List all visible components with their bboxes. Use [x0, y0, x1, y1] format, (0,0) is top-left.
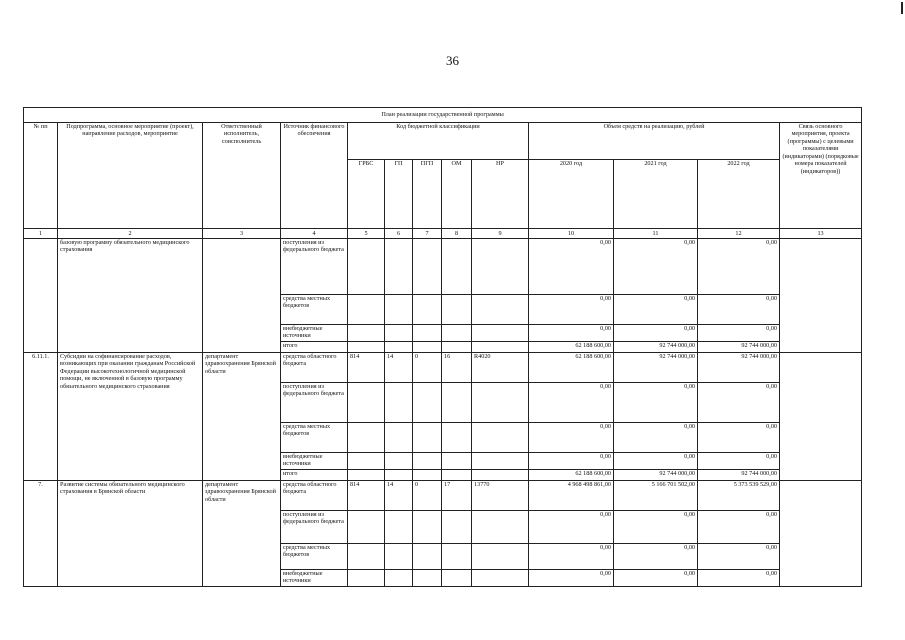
- amount-2020-cell: 62 188 600,00: [529, 353, 614, 383]
- om-cell: [442, 383, 472, 423]
- amount-2021-cell: 0,00: [614, 325, 698, 342]
- pgp-cell: [413, 544, 442, 570]
- row-number-cell: [24, 239, 58, 353]
- amount-2021-cell: 0,00: [614, 383, 698, 423]
- pgp-cell: [413, 511, 442, 544]
- table-row: [24, 239, 862, 295]
- column-number-cell: 9: [472, 229, 529, 239]
- amount-2020-cell: 0,00: [529, 570, 614, 587]
- grbs-cell: [348, 453, 385, 470]
- amount-2022-cell: 0,00: [698, 239, 780, 295]
- nr-cell: [472, 570, 529, 587]
- column-number-cell: 5: [348, 229, 385, 239]
- amount-2022-cell: 0,00: [698, 423, 780, 453]
- header-2020: 2020 год: [529, 160, 614, 229]
- gp-cell: [385, 325, 413, 342]
- grbs-cell: [348, 325, 385, 342]
- gp-cell: [385, 342, 413, 353]
- pgp-cell: 0: [413, 353, 442, 383]
- amount-2020-cell: 62 188 600,00: [529, 470, 614, 481]
- source-cell: внебюджетные источники: [281, 453, 348, 470]
- nr-cell: [472, 239, 529, 295]
- source-cell: средства местных бюджетов: [281, 295, 348, 325]
- indicator-link-cell: [780, 239, 862, 353]
- amount-2020-cell: 4 968 498 861,00: [529, 481, 614, 511]
- source-cell: внебюджетные источники: [281, 570, 348, 587]
- amount-2021-cell: 0,00: [614, 570, 698, 587]
- amount-2022-cell: 0,00: [698, 325, 780, 342]
- column-number-cell: 1: [24, 229, 58, 239]
- pgp-cell: [413, 423, 442, 453]
- column-number-cell: 6: [385, 229, 413, 239]
- amount-2021-cell: 92 744 000,00: [614, 342, 698, 353]
- nr-cell: [472, 383, 529, 423]
- amount-2021-cell: 92 744 000,00: [614, 470, 698, 481]
- column-number-cell: 3: [203, 229, 281, 239]
- header-2021: 2021 год: [614, 160, 698, 229]
- source-cell: поступления из федерального бюджета: [281, 239, 348, 295]
- om-cell: [442, 470, 472, 481]
- subprogram-cell: базовую программу обязательного медицинского страхования: [58, 239, 203, 353]
- indicator-link-cell: [780, 481, 862, 587]
- column-number-cell: 11: [614, 229, 698, 239]
- amount-2022-cell: 92 744 000,00: [698, 470, 780, 481]
- column-number-cell: 13: [780, 229, 862, 239]
- gp-cell: [385, 453, 413, 470]
- header-pgp: ПГП: [413, 160, 442, 229]
- amount-2020-cell: 0,00: [529, 511, 614, 544]
- amount-2022-cell: 0,00: [698, 383, 780, 423]
- source-cell: итого: [281, 342, 348, 353]
- om-cell: 16: [442, 353, 472, 383]
- source-cell: средства местных бюджетов: [281, 544, 348, 570]
- amount-2022-cell: 0,00: [698, 511, 780, 544]
- page-number: 36: [446, 53, 459, 68]
- om-cell: [442, 453, 472, 470]
- column-number-cell: 10: [529, 229, 614, 239]
- header-volume: Объем средств на реализацию, рублей: [529, 123, 780, 160]
- grbs-cell: [348, 342, 385, 353]
- header-link: Связь основного мероприятия, проекта (программы) с целевыми показателями (индикаторами) (порядковые номера показателей (индикаторов)): [780, 123, 862, 229]
- pgp-cell: 0: [413, 481, 442, 511]
- executor-cell: департамент здравоохранения Брянской области: [203, 353, 281, 481]
- source-cell: внебюджетные источники: [281, 325, 348, 342]
- source-cell: средства областного бюджета: [281, 481, 348, 511]
- nr-cell: [472, 423, 529, 453]
- amount-2021-cell: 0,00: [614, 453, 698, 470]
- executor-cell: [203, 239, 281, 353]
- source-cell: средства областного бюджета: [281, 353, 348, 383]
- amount-2020-cell: 0,00: [529, 383, 614, 423]
- om-cell: [442, 570, 472, 587]
- amount-2022-cell: 0,00: [698, 295, 780, 325]
- om-cell: [442, 423, 472, 453]
- column-number-cell: 8: [442, 229, 472, 239]
- amount-2020-cell: 0,00: [529, 544, 614, 570]
- subprogram-cell: Субсидии на софинансирование расходов, возникающих при оказании гражданам Российской Федерации высокотехнологичной медицинской помощи, не включенной в базовую программу обязательного медицинского страхования: [58, 353, 203, 481]
- pgp-cell: [413, 453, 442, 470]
- amount-2021-cell: 0,00: [614, 239, 698, 295]
- source-cell: средства местных бюджетов: [281, 423, 348, 453]
- header-nr: НР: [472, 160, 529, 229]
- source-cell: итого: [281, 470, 348, 481]
- header-gp: ГП: [385, 160, 413, 229]
- amount-2020-cell: 0,00: [529, 423, 614, 453]
- source-cell: поступления из федерального бюджета: [281, 383, 348, 423]
- header-om: ОМ: [442, 160, 472, 229]
- om-cell: [442, 511, 472, 544]
- grbs-cell: [348, 470, 385, 481]
- amount-2022-cell: 0,00: [698, 570, 780, 587]
- column-number-cell: 4: [281, 229, 348, 239]
- gp-cell: [385, 544, 413, 570]
- gp-cell: [385, 511, 413, 544]
- header-budget-code: Код бюджетной классификации: [348, 123, 529, 160]
- scan-edge-mark: [901, 2, 903, 14]
- grbs-cell: [348, 511, 385, 544]
- table-row: [24, 481, 862, 511]
- amount-2022-cell: 0,00: [698, 453, 780, 470]
- amount-2021-cell: 0,00: [614, 295, 698, 325]
- amount-2022-cell: 92 744 000,00: [698, 342, 780, 353]
- nr-cell: [472, 470, 529, 481]
- amount-2022-cell: 5 373 539 529,00: [698, 481, 780, 511]
- om-cell: [442, 295, 472, 325]
- om-cell: [442, 239, 472, 295]
- gp-cell: [385, 295, 413, 325]
- amount-2020-cell: 0,00: [529, 295, 614, 325]
- om-cell: 17: [442, 481, 472, 511]
- grbs-cell: [348, 383, 385, 423]
- nr-cell: [472, 295, 529, 325]
- subprogram-cell: Развитие системы обязательного медицинского страхования в Брянской области: [58, 481, 203, 587]
- grbs-cell: [348, 239, 385, 295]
- column-number-cell: 2: [58, 229, 203, 239]
- gp-cell: 14: [385, 353, 413, 383]
- amount-2020-cell: 62 188 600,00: [529, 342, 614, 353]
- amount-2022-cell: 0,00: [698, 544, 780, 570]
- amount-2020-cell: 0,00: [529, 239, 614, 295]
- indicator-link-cell: [780, 353, 862, 481]
- nr-cell: 13770: [472, 481, 529, 511]
- row-number-cell: 7.: [24, 481, 58, 587]
- header-num: № пп: [24, 123, 58, 229]
- om-cell: [442, 342, 472, 353]
- nr-cell: [472, 453, 529, 470]
- nr-cell: [472, 325, 529, 342]
- amount-2021-cell: 0,00: [614, 544, 698, 570]
- amount-2020-cell: 0,00: [529, 453, 614, 470]
- grbs-cell: 814: [348, 481, 385, 511]
- amount-2022-cell: 92 744 000,00: [698, 353, 780, 383]
- gp-cell: [385, 383, 413, 423]
- nr-cell: [472, 342, 529, 353]
- gp-cell: 14: [385, 481, 413, 511]
- header-subprogram: Подпрограмма, основное мероприятие (проект), направление расходов, мероприятие: [58, 123, 203, 229]
- grbs-cell: [348, 423, 385, 453]
- gp-cell: [385, 470, 413, 481]
- pgp-cell: [413, 470, 442, 481]
- source-cell: поступления из федерального бюджета: [281, 511, 348, 544]
- nr-cell: R4020: [472, 353, 529, 383]
- grbs-cell: [348, 570, 385, 587]
- nr-cell: [472, 544, 529, 570]
- header-grbs: ГРБС: [348, 160, 385, 229]
- gp-cell: [385, 423, 413, 453]
- column-number-cell: 12: [698, 229, 780, 239]
- executor-cell: департамент здравоохранения Брянской области: [203, 481, 281, 587]
- om-cell: [442, 544, 472, 570]
- pgp-cell: [413, 570, 442, 587]
- column-number-cell: 7: [413, 229, 442, 239]
- program-plan-table: [23, 107, 862, 587]
- om-cell: [442, 325, 472, 342]
- gp-cell: [385, 570, 413, 587]
- header-executor: Ответственный исполнитель, соисполнитель: [203, 123, 281, 229]
- nr-cell: [472, 511, 529, 544]
- amount-2020-cell: 0,00: [529, 325, 614, 342]
- grbs-cell: [348, 544, 385, 570]
- amount-2021-cell: 0,00: [614, 423, 698, 453]
- grbs-cell: [348, 295, 385, 325]
- amount-2021-cell: 0,00: [614, 511, 698, 544]
- table-row: [24, 353, 862, 383]
- pgp-cell: [413, 239, 442, 295]
- pgp-cell: [413, 295, 442, 325]
- pgp-cell: [413, 342, 442, 353]
- grbs-cell: 814: [348, 353, 385, 383]
- gp-cell: [385, 239, 413, 295]
- header-2022: 2022 год: [698, 160, 780, 229]
- pgp-cell: [413, 325, 442, 342]
- pgp-cell: [413, 383, 442, 423]
- table-title: План реализации государственной программы: [24, 108, 862, 123]
- row-number-cell: 6.11.1.: [24, 353, 58, 481]
- header-source: Источник финансового обеспечения: [281, 123, 348, 229]
- amount-2021-cell: 92 744 000,00: [614, 353, 698, 383]
- amount-2021-cell: 5 166 701 502,00: [614, 481, 698, 511]
